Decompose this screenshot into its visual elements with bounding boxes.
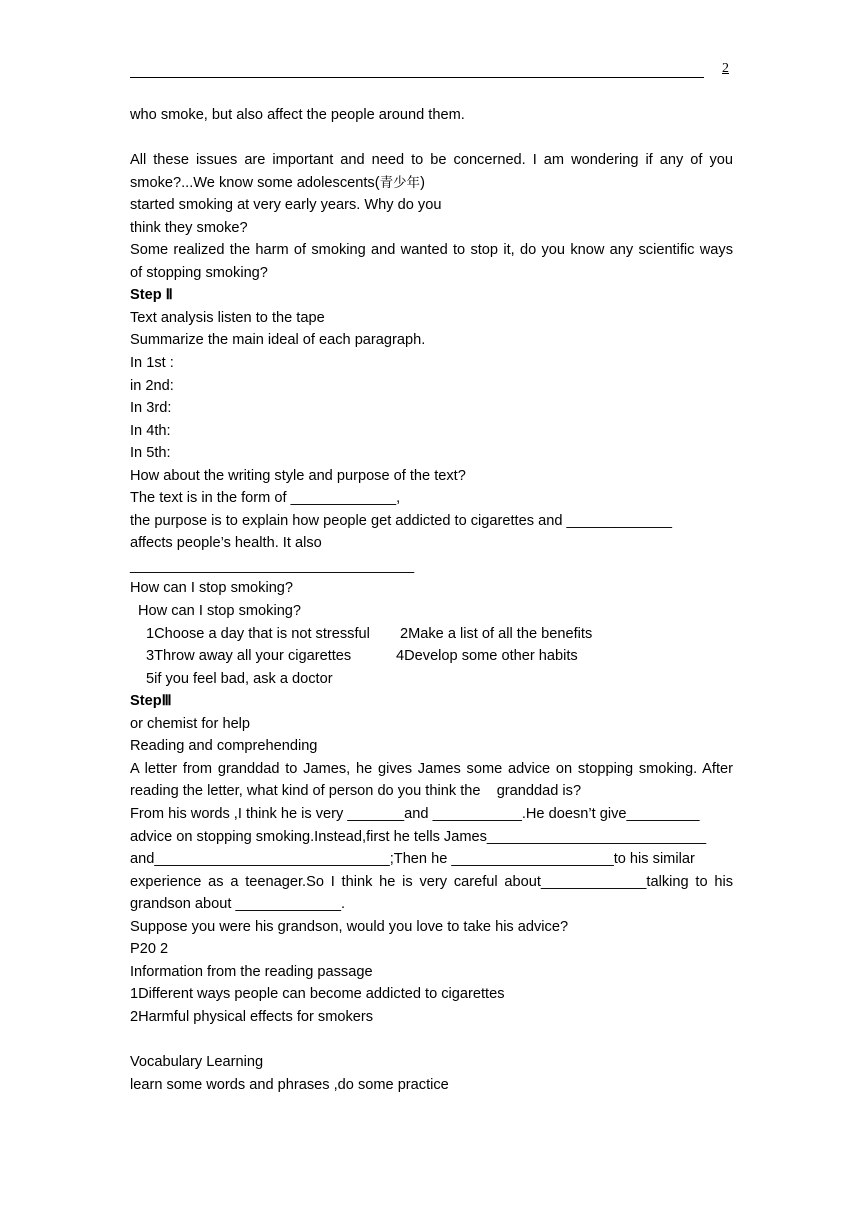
text-line: learn some words and phrases ,do some practice — [130, 1076, 449, 1093]
text-line: Reading and comprehending — [130, 738, 318, 755]
text-line: From his words ,I think he is very _______and ___________.He doesn’t give_________ — [130, 805, 700, 822]
page-number: 2 — [722, 61, 729, 76]
tip-row — [130, 623, 733, 646]
tip-item: 2Make a list of all the benefits — [400, 625, 593, 642]
text-line: Suppose you were his grandson, would you love to take his advice? — [130, 918, 569, 935]
text-line: or chemist for help — [130, 715, 251, 732]
text-line — [130, 172, 733, 195]
text-line: 1Different ways people can become addicted to cigarettes — [130, 986, 505, 1003]
text-segment: ) — [420, 174, 425, 191]
text-line: The text is in the form of _____________, — [130, 490, 401, 507]
text-line: affects people’s health. It also — [130, 535, 322, 552]
tip-item: 3Throw away all your cigarettes — [146, 648, 352, 665]
text-line: in 2nd: — [130, 377, 174, 394]
blank-line — [130, 1028, 733, 1051]
text-line: A letter from granddad to James, he gives James some advice on stopping smoking. After — [130, 760, 733, 777]
text-line: advice on stopping smoking.Instead,first he tells James___________________________ — [130, 828, 707, 845]
text-line: In 4th: — [130, 422, 171, 439]
text-line: How about the writing style and purpose of the text? — [130, 467, 466, 484]
text-line: experience as a teenager.So I think he is very careful about_____________talking to his — [130, 873, 733, 890]
header-rule — [130, 77, 704, 78]
text-line: and_____________________________;Then he ____________________to his similar — [130, 851, 695, 868]
text-line: How can I stop smoking? — [138, 603, 302, 620]
text-line: Summarize the main ideal of each paragraph. — [130, 332, 426, 349]
text-line: reading the letter, what kind of person do you think the granddad is? — [130, 783, 582, 800]
step-heading: Step Ⅱ — [130, 287, 173, 304]
text-line: Some realized the harm of smoking and wanted to stop it, do you know any scientific ways — [130, 242, 733, 259]
text-line: Text analysis listen to the tape — [130, 309, 325, 326]
text-line: who smoke, but also affect the people around them. — [130, 107, 465, 123]
text-line: of stopping smoking? — [130, 264, 268, 281]
document-body — [130, 104, 733, 1096]
text-line: In 3rd: — [130, 400, 172, 417]
text-line: How can I stop smoking? — [130, 580, 294, 597]
blank-line — [130, 127, 733, 150]
text-line: started smoking at very early years. Why do you — [130, 197, 442, 214]
text-line: In 5th: — [130, 445, 171, 462]
text-segment: smoke?...We know some adolescents( — [130, 174, 380, 191]
step-heading: StepⅢ — [130, 693, 172, 710]
tip-item: 1Choose a day that is not stressful — [146, 625, 370, 642]
text-line: P20 2 — [130, 941, 169, 958]
text-line: ___________________________________ — [130, 557, 415, 574]
text-line: the purpose is to explain how people get addicted to cigarettes and _____________ — [130, 512, 672, 529]
text-line: Vocabulary Learning — [130, 1053, 264, 1070]
tip-item: 4Develop some other habits — [396, 648, 578, 665]
text-line: 2Harmful physical effects for smokers — [130, 1008, 374, 1025]
chinese-gloss: 青少年 — [379, 174, 421, 191]
text-line: In 1st : — [130, 355, 174, 372]
text-line: grandson about _____________. — [130, 896, 346, 913]
text-line: Information from the reading passage — [130, 963, 373, 980]
text-line: All these issues are important and need to be concerned. I am wondering if any of you — [130, 152, 733, 169]
text-line: think they smoke? — [130, 219, 248, 236]
tip-row — [130, 645, 733, 668]
tip-item: 5if you feel bad, ask a doctor — [146, 670, 333, 687]
